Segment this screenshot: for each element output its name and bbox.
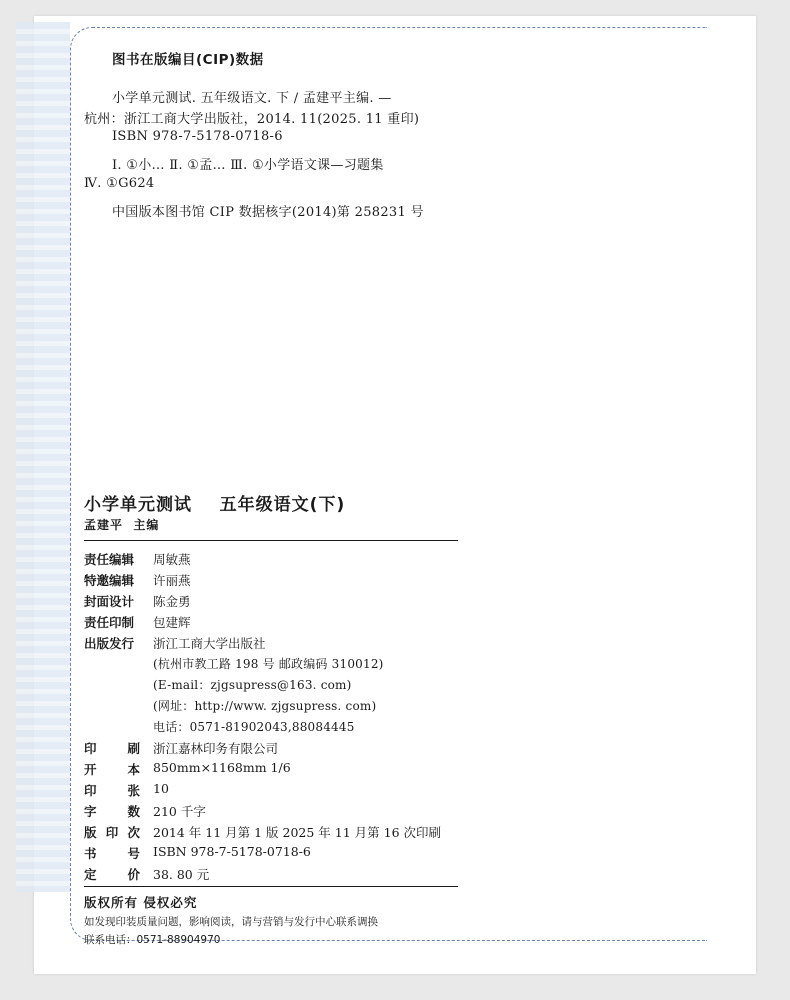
spec-label-char: 张 (127, 783, 140, 798)
quality-notice: 如发现印装质量问题，影响阅读，请与营销与发行中心联系调换 (84, 916, 378, 928)
spec-value-isbn: ISBN 978-7-5178-0718-6 (153, 844, 311, 859)
cip-line-1: 小学单元测试. 五年级语文. 下 / 孟建平主编. — (112, 91, 392, 106)
cip-line-record: 中国版本图书馆 CIP 数据核字(2014)第 258231 号 (112, 205, 424, 220)
spec-label-char: 书 (84, 846, 97, 861)
cip-line-2: 杭州：浙江工商大学出版社，2014. 11(2025. 11 重印) (84, 112, 420, 127)
cip-line-isbn: ISBN 978-7-5178-0718-6 (112, 129, 283, 144)
spec-label-format (84, 760, 140, 778)
detail-value-publisher: 浙江工商大学出版社 (153, 636, 266, 651)
book-title: 小学单元测试 五年级语文(下) (84, 495, 346, 515)
spec-label-char: 印 (84, 783, 97, 798)
book-editor: 孟建平 主编 (84, 518, 160, 532)
publisher-address: (杭州市教工路 198 号 邮政编码 310012) (153, 657, 384, 671)
spec-value-edition: 2014 年 11 月第 1 版 2025 年 11 月第 16 次印刷 (153, 825, 442, 840)
publisher-website: (网址：http://www. zjgsupress. com) (153, 699, 377, 713)
spec-label-char: 印 (105, 825, 119, 840)
detail-label-guest-editor: 特邀编辑 (84, 573, 135, 588)
spec-label-price (84, 865, 140, 883)
spec-label-char: 数 (127, 804, 140, 819)
spec-label-char: 版 (84, 825, 97, 840)
publisher-phone: 电话：0571-81902043,88084445 (153, 720, 355, 734)
spec-label-word-count (84, 802, 140, 820)
contact-phone: 联系电话：0571-88904970 (84, 934, 221, 946)
detail-value-print-manager: 包建辉 (153, 615, 191, 630)
detail-label-publisher: 出版发行 (84, 636, 135, 651)
spec-value-word-count: 210 千字 (153, 804, 206, 819)
spec-label-printer (84, 739, 140, 757)
spec-value-printer: 浙江嘉林印务有限公司 (153, 741, 279, 756)
spec-label-char: 开 (84, 762, 97, 777)
spec-label-char: 次 (127, 825, 140, 840)
detail-value-guest-editor: 许丽燕 (153, 573, 191, 588)
divider-top (84, 540, 458, 541)
cip-title: 图书在版编目(CIP)数据 (112, 52, 264, 68)
detail-label-print-manager: 责任印制 (84, 615, 135, 630)
spec-label-char: 字 (84, 804, 97, 819)
spec-value-sheets: 10 (153, 781, 169, 796)
spec-label-isbn (84, 844, 140, 862)
spec-label-char: 号 (127, 846, 140, 861)
detail-value-cover: 陈金勇 (153, 594, 191, 609)
spec-label-edition (84, 823, 140, 841)
publisher-email: (E-mail：zjgsupress@163. com) (153, 678, 352, 692)
detail-label-editor: 责任编辑 (84, 552, 135, 567)
spec-label-char: 定 (84, 867, 97, 882)
spec-label-char: 印 (84, 741, 97, 756)
spec-label-sheets (84, 781, 140, 799)
cip-line-classification: Ⅰ. ①小… Ⅱ. ①孟… Ⅲ. ①小学语文课—习题集 (112, 158, 384, 173)
copyright-notice: 版权所有 侵权必究 (84, 895, 198, 910)
cip-line-clc: Ⅳ. ①G624 (84, 176, 155, 191)
spec-label-char: 刷 (127, 741, 140, 756)
spec-value-format: 850mm×1168mm 1/6 (153, 760, 291, 775)
left-decorative-strip (16, 22, 70, 892)
spec-value-price: 38. 80 元 (153, 867, 210, 882)
detail-value-editor: 周敏燕 (153, 552, 191, 567)
spec-label-char: 价 (127, 867, 140, 882)
detail-label-cover: 封面设计 (84, 594, 135, 609)
divider-bottom (84, 886, 458, 887)
spec-label-char: 本 (127, 762, 140, 777)
